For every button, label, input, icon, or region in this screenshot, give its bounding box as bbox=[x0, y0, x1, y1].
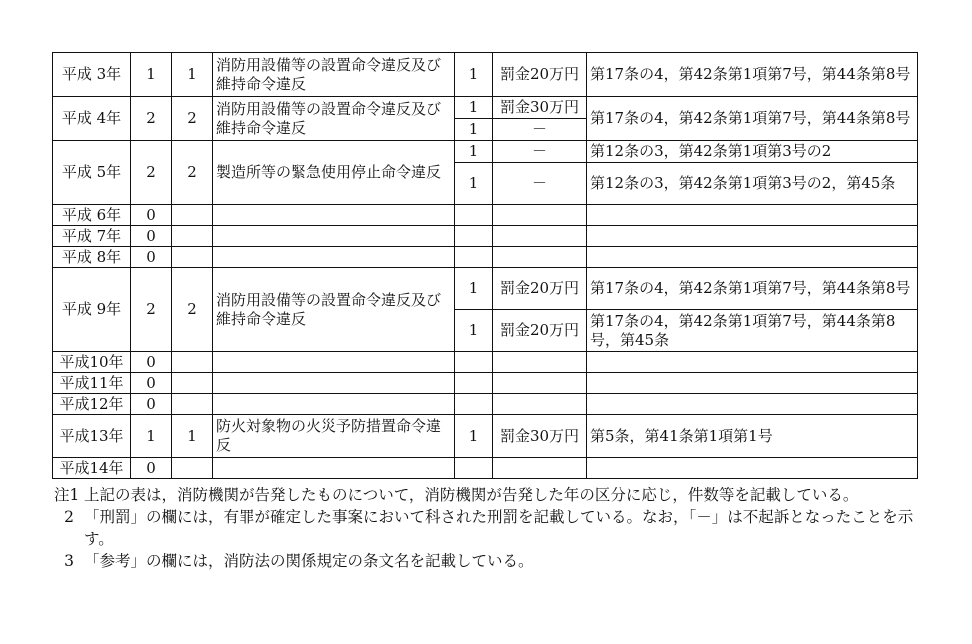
year-cell: 平成13年 bbox=[53, 415, 131, 458]
year-cell: 平成12年 bbox=[53, 394, 131, 415]
reference-cell: 第17条の4，第42条第1項第7号，第44条第8号，第45条 bbox=[587, 310, 918, 352]
violation-cell: 消防用設備等の設置命令違反及び維持命令違反 bbox=[213, 97, 455, 141]
count-cell: 1 bbox=[172, 415, 213, 458]
penalty-cell: － bbox=[493, 141, 587, 163]
violation-cell: 製造所等の緊急使用停止命令違反 bbox=[213, 141, 455, 205]
reference-cell: 第17条の4，第42条第1項第7号，第44条第8号 bbox=[587, 97, 918, 141]
count-cell: 2 bbox=[131, 141, 172, 205]
count-cell: 0 bbox=[131, 226, 172, 247]
count-cell: 2 bbox=[172, 268, 213, 352]
note-item bbox=[54, 484, 922, 506]
penalty-cell: 罰金30万円 bbox=[493, 97, 587, 119]
case-count-cell: 1 bbox=[455, 310, 493, 352]
year-cell: 平成 7年 bbox=[53, 226, 131, 247]
reference-cell: 第5条，第41条第1項第1号 bbox=[587, 415, 918, 458]
note-item bbox=[54, 550, 922, 572]
count-cell: 0 bbox=[131, 394, 172, 415]
case-count-cell: 1 bbox=[455, 97, 493, 119]
note-number: 2 bbox=[64, 508, 74, 526]
penalty-cell: 罰金20万円 bbox=[493, 53, 587, 97]
count-cell: 2 bbox=[172, 141, 213, 205]
case-count-cell: 1 bbox=[455, 268, 493, 310]
note-text: 「参考」の欄には，消防法の関係規定の条文名を記載している。 bbox=[84, 552, 534, 570]
note-item bbox=[54, 506, 922, 550]
table-row bbox=[53, 394, 918, 415]
table-row bbox=[53, 373, 918, 394]
table-row bbox=[53, 97, 918, 119]
case-count-cell: 1 bbox=[455, 415, 493, 458]
notes bbox=[54, 484, 922, 572]
table-row bbox=[53, 141, 918, 163]
year-cell: 平成 9年 bbox=[53, 268, 131, 352]
prosecution-table bbox=[52, 52, 918, 479]
count-cell: 2 bbox=[131, 97, 172, 141]
penalty-cell: － bbox=[493, 119, 587, 141]
count-cell: 0 bbox=[131, 247, 172, 268]
penalty-cell: 罰金20万円 bbox=[493, 310, 587, 352]
count-cell: 0 bbox=[131, 458, 172, 479]
table-row bbox=[53, 53, 918, 97]
violation-cell: 消防用設備等の設置命令違反及び維持命令違反 bbox=[213, 268, 455, 352]
case-count-cell: 1 bbox=[455, 141, 493, 163]
note-text: 「刑罰」の欄には，有罪が確定した事案において科された刑罰を記載している。なお，「－」は不起訴となったことを示す。 bbox=[84, 508, 914, 548]
count-cell: 2 bbox=[172, 97, 213, 141]
table-row bbox=[53, 247, 918, 268]
count-cell: 0 bbox=[131, 373, 172, 394]
penalty-cell: 罰金20万円 bbox=[493, 268, 587, 310]
year-cell: 平成11年 bbox=[53, 373, 131, 394]
year-cell: 平成10年 bbox=[53, 352, 131, 373]
year-cell: 平成 6年 bbox=[53, 205, 131, 226]
table-row bbox=[53, 226, 918, 247]
reference-cell: 第12条の3，第42条第1項第3号の2，第45条 bbox=[587, 163, 918, 205]
count-cell: 1 bbox=[131, 53, 172, 97]
violation-cell: 防火対象物の火災予防措置命令違反 bbox=[213, 415, 455, 458]
count-cell: 1 bbox=[172, 53, 213, 97]
reference-cell: 第17条の4，第42条第1項第7号，第44条第8号 bbox=[587, 268, 918, 310]
table-row bbox=[53, 268, 918, 310]
table-row bbox=[53, 458, 918, 479]
year-cell: 平成 8年 bbox=[53, 247, 131, 268]
penalty-cell: 罰金30万円 bbox=[493, 415, 587, 458]
penalty-cell: － bbox=[493, 163, 587, 205]
table-row bbox=[53, 352, 918, 373]
year-cell: 平成 4年 bbox=[53, 97, 131, 141]
year-cell: 平成 3年 bbox=[53, 53, 131, 97]
table-row bbox=[53, 415, 918, 458]
year-cell: 平成 5年 bbox=[53, 141, 131, 205]
year-cell: 平成14年 bbox=[53, 458, 131, 479]
case-count-cell: 1 bbox=[455, 119, 493, 141]
case-count-cell: 1 bbox=[455, 163, 493, 205]
count-cell: 0 bbox=[131, 205, 172, 226]
table-row bbox=[53, 205, 918, 226]
count-cell: 2 bbox=[131, 268, 172, 352]
violation-cell: 消防用設備等の設置命令違反及び維持命令違反 bbox=[213, 53, 455, 97]
reference-cell: 第12条の3，第42条第1項第3号の2 bbox=[587, 141, 918, 163]
case-count-cell: 1 bbox=[455, 53, 493, 97]
note-number: 注1 bbox=[54, 486, 80, 504]
count-cell: 1 bbox=[131, 415, 172, 458]
note-number: 3 bbox=[64, 552, 74, 570]
reference-cell: 第17条の4，第42条第1項第7号，第44条第8号 bbox=[587, 53, 918, 97]
count-cell: 0 bbox=[131, 352, 172, 373]
note-text: 上記の表は，消防機関が告発したものについて，消防機関が告発した年の区分に応じ，件数等を記載している。 bbox=[84, 486, 859, 504]
